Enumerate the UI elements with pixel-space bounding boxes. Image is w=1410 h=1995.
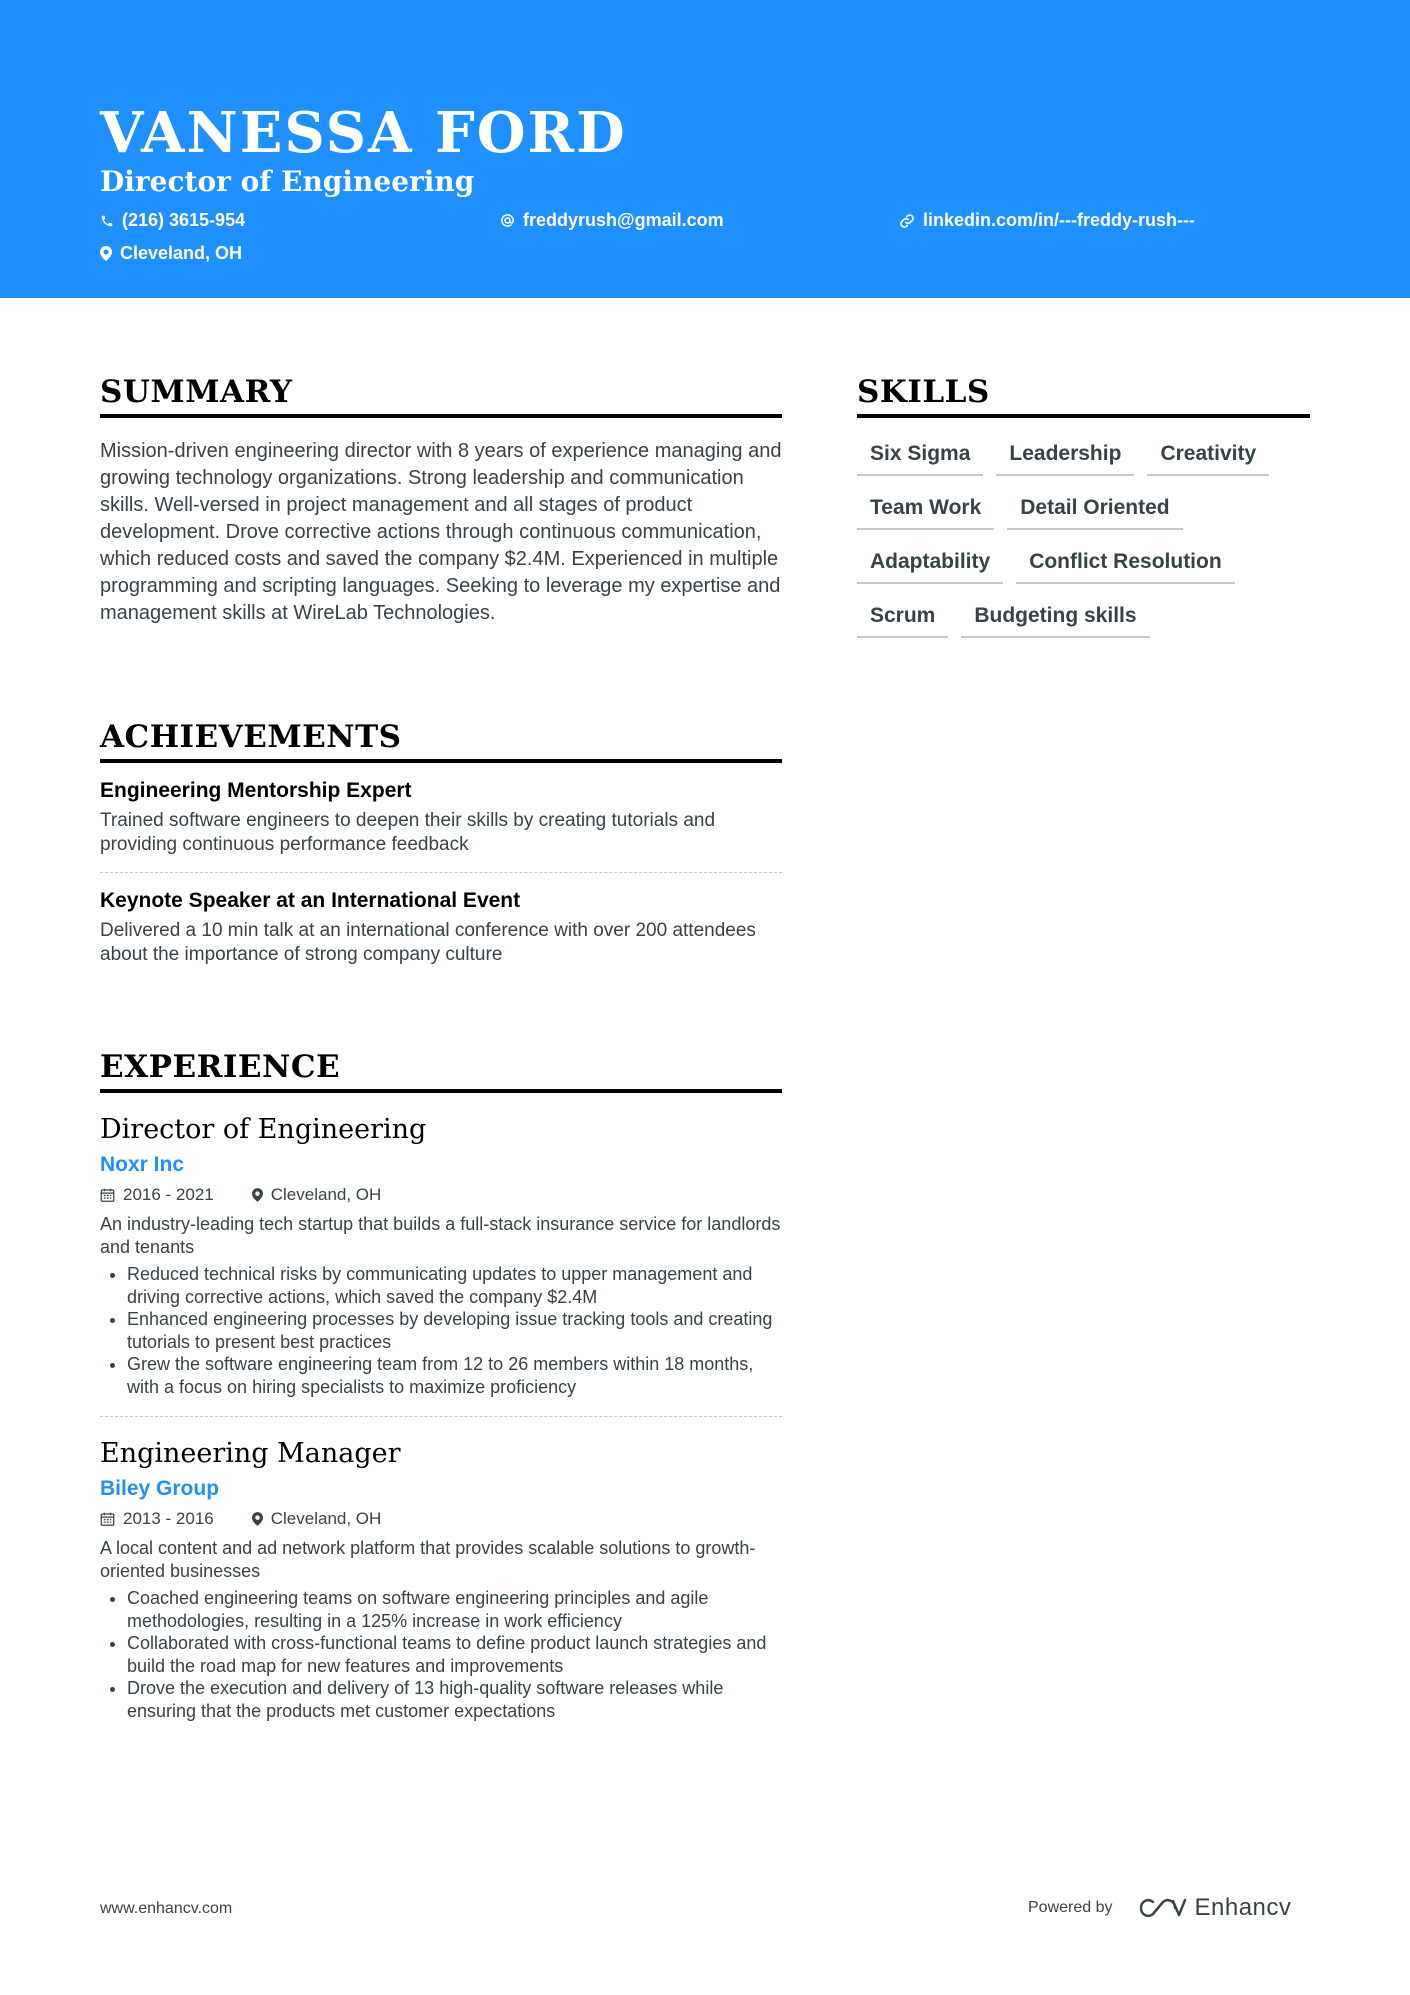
experience-role: Engineering Manager: [100, 1438, 401, 1469]
bullet-item: • Grew the software engineering team from 12 to 26 members within 18 months, with a focus on hiring specialists to maximize proficiency: [127, 1353, 782, 1398]
experience-bullets: [100, 1263, 782, 1398]
skill-tag: Six Sigma: [857, 440, 983, 476]
phone-icon: [100, 214, 114, 228]
location-text: Cleveland, OH: [120, 243, 243, 263]
experience-location: Cleveland, OH: [270, 1509, 382, 1528]
experience-meta: [100, 1183, 782, 1207]
skill-tag: Conflict Resolution: [1016, 548, 1235, 584]
footer-branding: [1028, 1894, 1291, 1922]
at-icon: [500, 213, 515, 228]
bullet-item: • Reduced technical risks by communicating updates to upper management and driving corrective actions, which saved the company $2.4M: [127, 1263, 782, 1308]
experience-company: Biley Group: [100, 1477, 220, 1500]
skills-section: [857, 372, 1310, 638]
achievement-description: Trained software engineers to deepen their skills by creating tutorials and providing continuous performance feedback: [100, 810, 716, 855]
enhancv-brand[interactable]: [1139, 1894, 1292, 1922]
experience-description: A local content and ad network platform that provides scalable solutions to growth-oriented businesses: [100, 1538, 756, 1581]
powered-by-label: Powered by: [1028, 1899, 1113, 1916]
achievement-title: Engineering Mentorship Expert: [100, 779, 412, 802]
linkedin-text: linkedin.com/in/---freddy-rush---: [923, 210, 1195, 230]
skill-tag: Adaptability: [857, 548, 1003, 584]
calendar-icon: [100, 1187, 115, 1203]
phone-text: (216) 3615-954: [122, 210, 246, 230]
email-text: freddyrush@gmail.com: [523, 210, 724, 230]
contact-email[interactable]: [500, 210, 724, 231]
summary-text: Mission-driven engineering director with 8 years of experience managing and growing technology organizations. Strong leadership and communication skills. Well-versed in project management and all stages of product development. Drove corrective actions through continuous communication, which reduced costs and saved the company $2.4M. Experienced in multiple programming and scripting languages. Seeking to leverage my expertise and management skills at WireLab Technologies.: [100, 440, 782, 624]
achievements-section: [100, 717, 782, 982]
experience-bullets: [100, 1587, 782, 1722]
experience-section: [100, 1047, 782, 1740]
achievement-title: Keynote Speaker at an International Event: [100, 889, 521, 912]
skills-heading: SKILLS: [857, 372, 1310, 418]
summary-heading: SUMMARY: [100, 372, 782, 418]
footer-website[interactable]: www.enhancv.com: [100, 1900, 233, 1917]
skill-tag: Scrum: [857, 602, 948, 638]
skill-tag: Detail Oriented: [1007, 494, 1182, 530]
experience-heading: EXPERIENCE: [100, 1047, 782, 1093]
location-pin-icon: [100, 246, 112, 261]
candidate-title: Director of Engineering: [100, 165, 475, 198]
bullet-item: • Drove the execution and delivery of 13 high-quality software releases while ensuring that the products met customer expectations: [127, 1677, 782, 1722]
experience-role: Director of Engineering: [100, 1114, 427, 1145]
achievement-item: [100, 763, 782, 872]
skills-list: [857, 440, 1310, 638]
bullet-item: • Enhanced engineering processes by developing issue tracking tools and creating tutorials to present best practices: [127, 1308, 782, 1353]
bullet-item: • Coached engineering teams on software engineering principles and agile methodologies, resulting in a 125% increase in work efficiency: [127, 1587, 782, 1632]
experience-dates: 2013 - 2016: [123, 1509, 214, 1528]
experience-item: [100, 1416, 782, 1740]
location-pin-icon: [252, 1188, 263, 1202]
location-pin-icon: [252, 1512, 263, 1526]
skill-tag: Budgeting skills: [961, 602, 1149, 638]
brand-name: Enhancv: [1194, 1894, 1292, 1921]
calendar-icon: [100, 1511, 115, 1527]
experience-description: An industry-leading tech startup that builds a full-stack insurance service for landlords and tenants: [100, 1214, 781, 1257]
enhancv-logo-icon: [1139, 1896, 1187, 1920]
skill-tag: Creativity: [1147, 440, 1269, 476]
bullet-item: • Collaborated with cross-functional teams to define product launch strategies and build the road map for new features and improvements: [127, 1632, 782, 1677]
experience-company: Noxr Inc: [100, 1153, 185, 1176]
contact-linkedin[interactable]: [899, 210, 1195, 231]
achievement-item: [100, 872, 782, 982]
experience-location: Cleveland, OH: [270, 1185, 382, 1204]
header-banner: [0, 0, 1410, 298]
contact-phone: [100, 210, 245, 231]
experience-meta: [100, 1507, 782, 1531]
experience-dates: 2016 - 2021: [123, 1185, 214, 1204]
contact-location: [100, 243, 242, 264]
link-icon: [899, 213, 915, 229]
skill-tag: Team Work: [857, 494, 994, 530]
achievement-description: Delivered a 10 min talk at an international conference with over 200 attendees about the importance of strong company culture: [100, 920, 756, 965]
skill-tag: Leadership: [996, 440, 1134, 476]
achievements-heading: ACHIEVEMENTS: [100, 717, 782, 763]
candidate-name: VANESSA FORD: [100, 100, 627, 166]
experience-item: [100, 1093, 782, 1416]
summary-section: [100, 372, 782, 627]
